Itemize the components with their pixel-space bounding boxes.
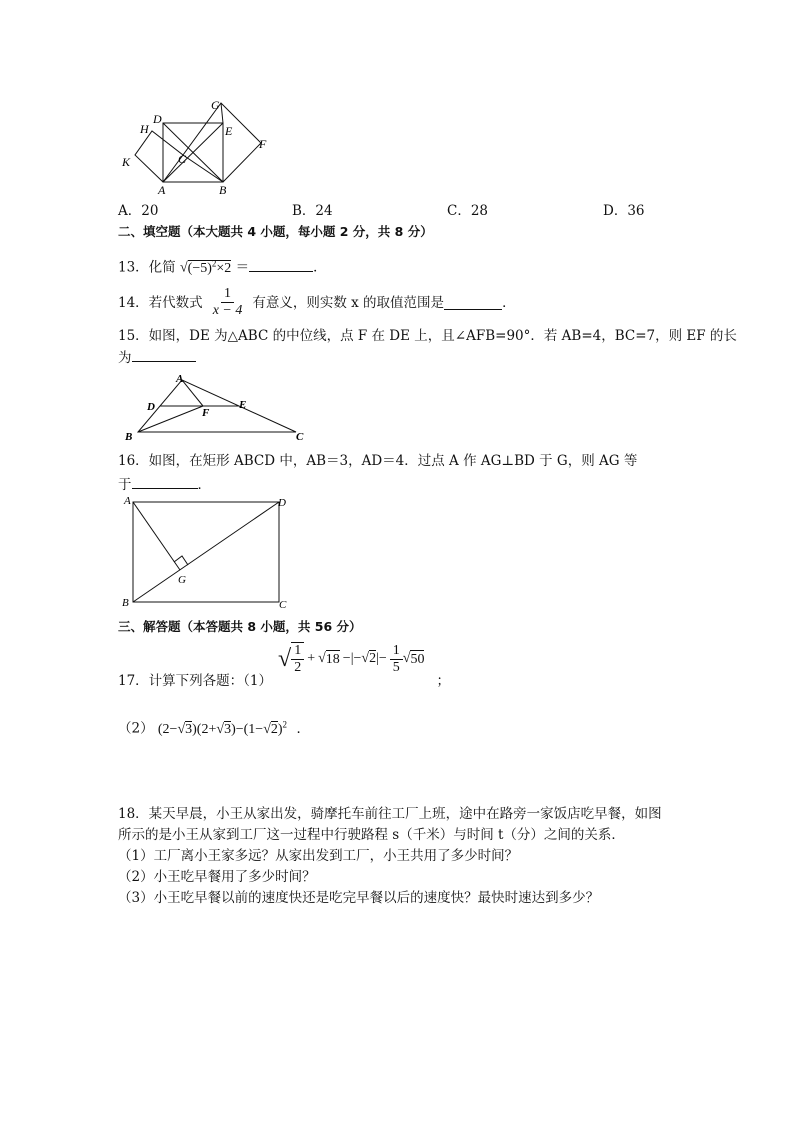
q12-figure <box>115 95 285 200</box>
q18-line1: 18．某天早晨，小王从家出发，骑摩托车前往工厂上班，途中在路旁一家饭店吃早餐，如图 <box>118 806 662 822</box>
q12-option-a: A．20 <box>118 203 159 219</box>
label-B: B <box>219 183 227 197</box>
q16-figure <box>118 494 298 612</box>
q14 <box>118 286 516 319</box>
q17-p2-d: ) <box>277 721 283 737</box>
label-K: K <box>122 155 131 169</box>
q17-p2-label: （2） <box>118 720 154 737</box>
q17-prefix: 17．计算下列各题：（1） <box>118 673 273 689</box>
q18-sub3: （3）小王吃早餐以前的速度快还是吃完早餐以后的速度快？最快时速达到多少？ <box>118 890 600 906</box>
q16-end: ． <box>197 477 211 493</box>
q17-p2-2: 2 <box>270 721 278 737</box>
q13-inner: (−5) <box>187 260 212 276</box>
section3-heading: 三、解答题（本答题共 8 小题，共 56 分） <box>118 619 362 634</box>
q17-p1-end: ； <box>436 673 450 689</box>
q17-p2-sup: 2 <box>282 719 288 729</box>
q15-line1: 15．如图，DE 为△ABC 的中位线，点 F 在 DE 上，且∠AFB=90°．若 AB=4，BC=7，则 EF 的长 <box>118 328 737 344</box>
q13-end: ． <box>313 259 327 276</box>
q15-label-C: C <box>296 431 304 443</box>
q15-label-E: E <box>239 399 247 411</box>
q17-part2: （2） $(2-√3)(2+√3)-(1-√2)^2$ ． <box>118 719 311 737</box>
q15-line2-text: 为 <box>118 350 132 366</box>
q16-label-A: A <box>124 495 131 507</box>
q17-part1: 17．计算下列各题：（1） √ $\frac{1}{2}$ + √ 18 −|−√2|− $\frac{1}{5}$ √ 50 ； <box>118 648 450 692</box>
q16-label-G: G <box>178 574 186 586</box>
q13-tail: ×2 <box>216 260 232 276</box>
q13-prefix: 13．化简 <box>118 259 176 276</box>
q15-label-A: A <box>176 373 184 385</box>
q15-answer-blank[interactable] <box>132 347 196 362</box>
q16-answer-blank[interactable] <box>132 474 198 489</box>
q15-figure <box>118 370 308 445</box>
q16-label-D: D <box>278 497 286 509</box>
q14-text: 有意义，则实数 x 的取值范围是 <box>252 294 445 311</box>
q14-num: 1 <box>221 286 234 303</box>
q17-50: 50 <box>410 651 425 667</box>
label-G: G <box>211 98 220 112</box>
q17-p2-b: )(2+ <box>192 721 217 737</box>
label-C: C <box>178 152 187 166</box>
q17-frac-den: 5 <box>392 659 400 675</box>
q18-line2: 所示的是小王从家到工厂这一过程中行驶路程 s（千米）与时间 t（分）之间的关系． <box>118 827 625 843</box>
label-D: D <box>153 112 162 126</box>
section2-heading: 二、填空题（本大题共 4 小题，每小题 2 分，共 8 分） <box>118 224 433 239</box>
q15-label-D: D <box>147 401 155 413</box>
q15-line2 <box>118 347 196 367</box>
q17-p2-3a: 3 <box>185 721 193 737</box>
q14-answer-blank[interactable] <box>444 295 502 310</box>
q15-label-B: B <box>125 431 133 443</box>
q16-label-C: C <box>279 599 287 611</box>
q17-half-num: 1 <box>291 643 304 660</box>
q13-answer-blank[interactable] <box>249 257 313 272</box>
label-F: F <box>259 137 267 151</box>
q17-frac-num: 1 <box>390 643 403 660</box>
label-E: E <box>225 124 233 138</box>
q13-sup: 2 <box>211 258 217 268</box>
q14-end: ． <box>502 294 516 311</box>
q17-p2-a: (2− <box>157 721 178 737</box>
q13-eq: ＝ <box>235 259 250 276</box>
q18-sub2: （2）小王吃早餐用了多少时间？ <box>118 869 316 885</box>
q12-option-c: C．28 <box>447 203 489 219</box>
q14-prefix: 14．若代数式 <box>118 294 203 311</box>
q17-p2-c: )−(1− <box>231 721 264 737</box>
q12-option-b: B．24 <box>292 203 333 219</box>
q15-label-F: F <box>202 407 210 419</box>
q17-2: 2 <box>369 651 377 666</box>
q13: 13．化简 $√(-5)^2\times 2$ ＝ ． <box>118 258 327 276</box>
q14-den: x − 4 <box>212 303 243 318</box>
q18-sub1: （1）工厂离小王家多远？从家出发到工厂，小王共用了多少时间？ <box>118 848 519 864</box>
q12-option-d: D．36 <box>603 203 645 219</box>
label-H: H <box>140 122 149 136</box>
q17-18: 18 <box>325 651 340 667</box>
q16-line2-text: 于 <box>118 477 132 493</box>
q16-line1: 16．如图，在矩形 ABCD 中，AB＝3，AD＝4．过点 A 作 AG⊥BD 于 G，则 AG 等 <box>118 453 638 469</box>
q17-p2-end: ． <box>296 720 311 737</box>
label-A: A <box>158 183 166 197</box>
q17-p2-3b: 3 <box>224 721 232 737</box>
q16-label-B: B <box>122 597 129 609</box>
q17-half-den: 2 <box>294 660 302 675</box>
q16-line2 <box>118 474 211 494</box>
